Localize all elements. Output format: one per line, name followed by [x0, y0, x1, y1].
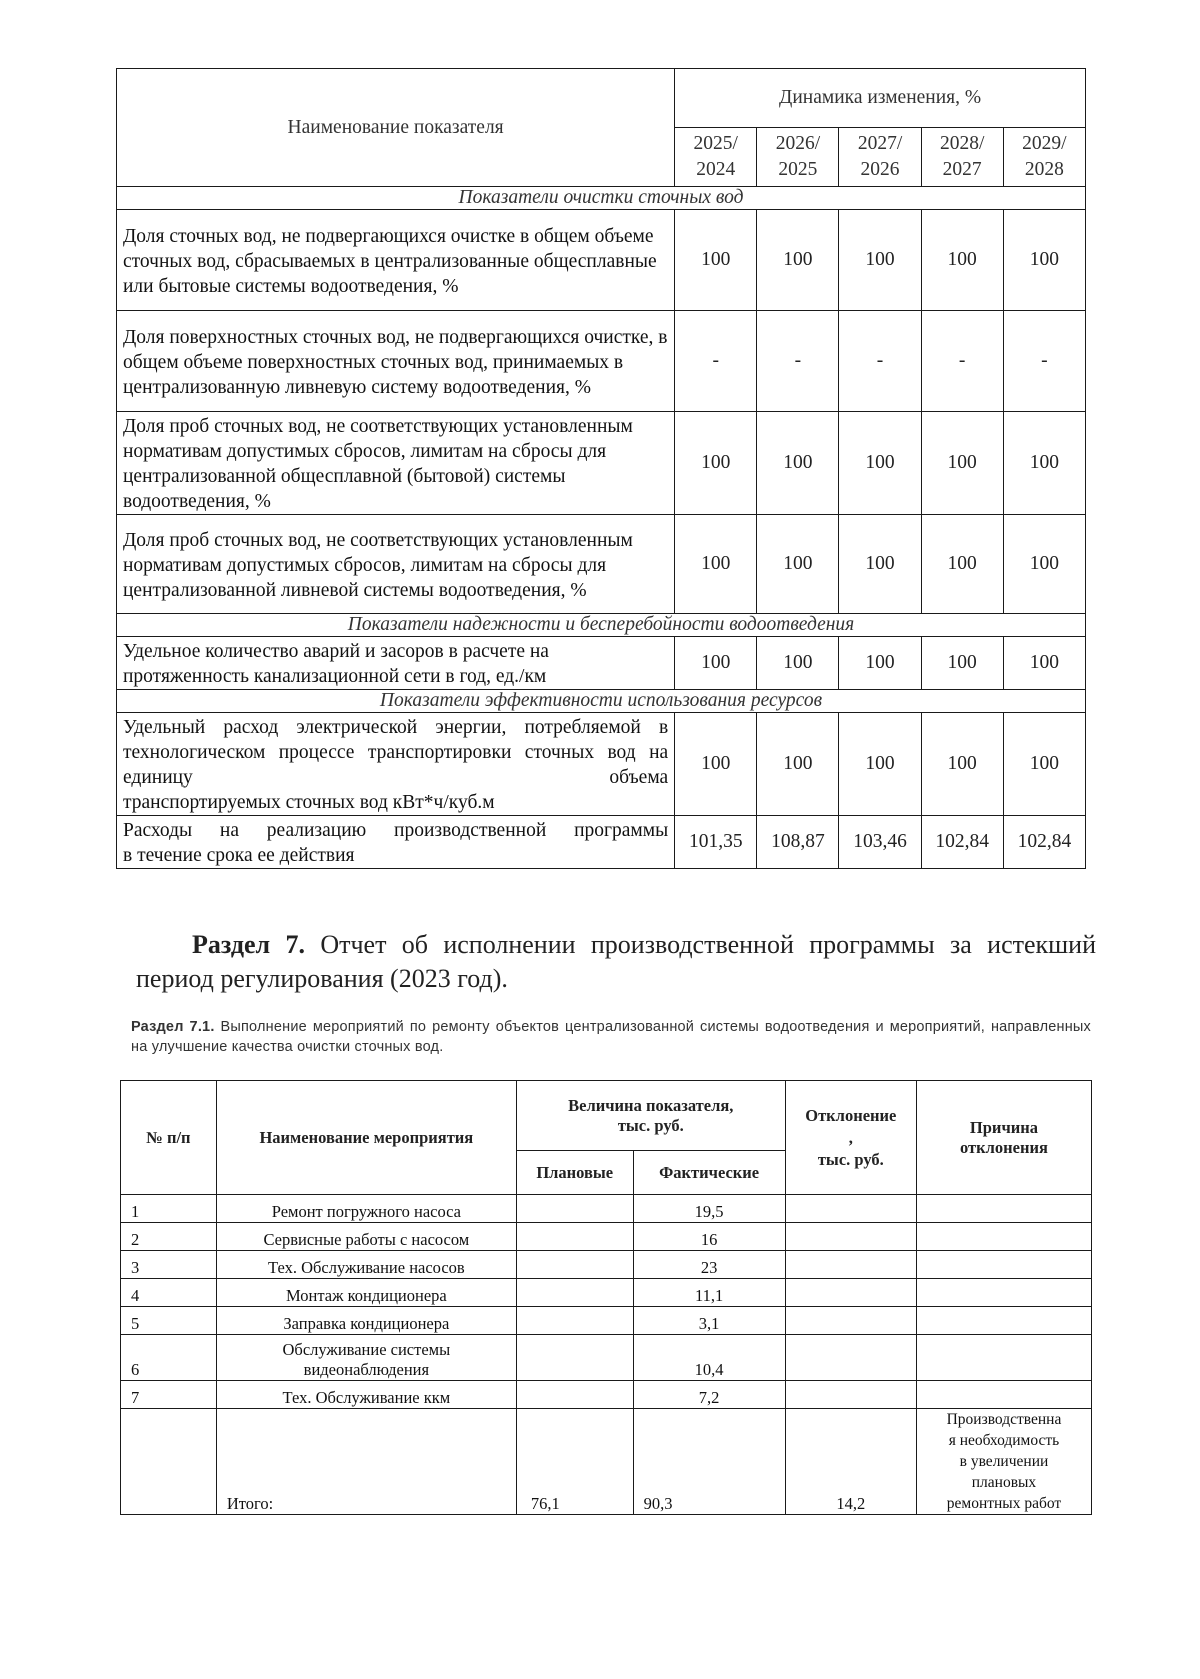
section-header-treatment: Показатели очистки сточных вод: [117, 187, 1086, 210]
indicator-value: -: [1003, 311, 1085, 412]
header-indicator-name: Наименование показателя: [117, 69, 675, 187]
actual-value: 10,4: [633, 1335, 785, 1381]
planned-cell: [516, 1195, 633, 1223]
section-7-1-heading: [131, 1017, 1091, 1057]
indicator-value: 100: [921, 637, 1003, 690]
event-name: Заправка кондиционера: [216, 1307, 516, 1335]
reason-cell: [916, 1279, 1091, 1307]
header-year: 2028/ 2027: [921, 128, 1003, 187]
event-name: Сервисные работы с насосом: [216, 1223, 516, 1251]
indicator-name: Доля проб сточных вод, не соответствующих установленным нормативам допустимых сбросов, лимитам на сбросы для централизованной общесплавной (бытовой) системы водоотведения, %: [117, 412, 675, 515]
row-number: 3: [121, 1251, 217, 1279]
header-value: Величина показателя, тыс. руб.: [516, 1081, 785, 1151]
row-number: 6: [121, 1335, 217, 1381]
indicator-name: Доля сточных вод, не подвергающихся очистке в общем объеме сточных вод, сбрасываемых в централизованные общесплавные или бытовые системы водоотведения, %: [117, 210, 675, 311]
planned-cell: [516, 1381, 633, 1409]
indicator-value: 103,46: [839, 816, 921, 869]
header-dynamics: Динамика изменения, %: [675, 69, 1086, 128]
indicator-value: 102,84: [1003, 816, 1085, 869]
total-label: Итого:: [216, 1409, 516, 1515]
indicator-value: -: [675, 311, 757, 412]
events-table: [120, 1080, 1092, 1515]
section-7-1-number: Раздел 7.1.: [131, 1019, 215, 1035]
indicator-value: -: [839, 311, 921, 412]
indicator-value: -: [921, 311, 1003, 412]
deviation-cell: [785, 1381, 916, 1409]
actual-value: 23: [633, 1251, 785, 1279]
indicator-value: 100: [1003, 412, 1085, 515]
indicator-value: 100: [921, 210, 1003, 311]
indicator-value: -: [757, 311, 839, 412]
indicator-value: 100: [1003, 210, 1085, 311]
header-actual: Фактические: [633, 1151, 785, 1195]
row-number: 1: [121, 1195, 217, 1223]
indicator-value: 100: [757, 210, 839, 311]
total-reason: Производственна я необходимость в увеличении плановых ремонтных работ: [916, 1409, 1091, 1515]
total-number-cell: [121, 1409, 217, 1515]
header-reason: Причина отклонения: [916, 1081, 1091, 1195]
indicator-value: 102,84: [921, 816, 1003, 869]
indicator-name: [117, 816, 675, 869]
indicator-value: 100: [757, 515, 839, 614]
row-number: 2: [121, 1223, 217, 1251]
planned-cell: [516, 1223, 633, 1251]
deviation-cell: [785, 1223, 916, 1251]
indicator-value: 100: [675, 637, 757, 690]
header-year: 2026/ 2025: [757, 128, 839, 187]
indicator-value: 100: [675, 515, 757, 614]
indicator-value: 100: [757, 637, 839, 690]
planned-cell: [516, 1279, 633, 1307]
header-year: 2027/ 2026: [839, 128, 921, 187]
planned-cell: [516, 1335, 633, 1381]
header-year: 2029/ 2028: [1003, 128, 1085, 187]
section-header-efficiency: Показатели эффективности использования ресурсов: [117, 690, 1086, 713]
row-number: 4: [121, 1279, 217, 1307]
indicator-name-main: Расходы на реализацию производственной программы: [123, 820, 669, 841]
actual-value: 3,1: [633, 1307, 785, 1335]
section-header-reliability: Показатели надежности и бесперебойности водоотведения: [117, 614, 1086, 637]
section-7-number: Раздел 7.: [192, 930, 305, 959]
indicator-value: 100: [757, 713, 839, 816]
reason-cell: [916, 1251, 1091, 1279]
indicator-value: 100: [839, 210, 921, 311]
deviation-cell: [785, 1307, 916, 1335]
indicator-value: 100: [921, 412, 1003, 515]
indicator-name-last: транспортируемых сточных вод кВт*ч/куб.м: [123, 792, 495, 813]
total-actual: 90,3: [633, 1409, 785, 1515]
indicator-value: 100: [675, 713, 757, 816]
indicator-name: [117, 713, 675, 816]
actual-value: 7,2: [633, 1381, 785, 1409]
indicator-value: 100: [839, 637, 921, 690]
indicator-name: Доля проб сточных вод, не соответствующих установленным нормативам допустимых сбросов, лимитам на сбросы для централизованной ливневой системы водоотведения, %: [117, 515, 675, 614]
reason-cell: [916, 1223, 1091, 1251]
actual-value: 19,5: [633, 1195, 785, 1223]
indicator-value: 100: [675, 412, 757, 515]
total-deviation: 14,2: [785, 1409, 916, 1515]
row-number: 5: [121, 1307, 217, 1335]
indicator-name: Доля поверхностных сточных вод, не подвергающихся очистке, в общем объеме поверхностных сточных вод, принимаемых в централизованную ливневую систему водоотведения, %: [117, 311, 675, 412]
reason-cell: [916, 1381, 1091, 1409]
header-planned: Плановые: [516, 1151, 633, 1195]
indicator-value: 100: [921, 713, 1003, 816]
indicator-value: 101,35: [675, 816, 757, 869]
indicator-value: 100: [1003, 637, 1085, 690]
indicator-value: 100: [1003, 515, 1085, 614]
event-name: Тех. Обслуживание насосов: [216, 1251, 516, 1279]
indicator-name-main: Удельный расход электрической энергии, потребляемой в технологическом процессе транспортировки сточных вод на единицу объема: [123, 717, 669, 788]
deviation-cell: [785, 1195, 916, 1223]
event-name: Ремонт погружного насоса: [216, 1195, 516, 1223]
row-number: 7: [121, 1381, 217, 1409]
indicator-value: 100: [757, 412, 839, 515]
indicator-value: 100: [921, 515, 1003, 614]
deviation-cell: [785, 1335, 916, 1381]
section-7-text: Отчет об исполнении производственной программы за истекший период регулирования (2023 год).: [136, 930, 1097, 993]
indicator-value: 100: [839, 515, 921, 614]
indicator-value: 100: [1003, 713, 1085, 816]
indicator-name-last: в течение срока ее действия: [123, 845, 355, 866]
total-planned: 76,1: [516, 1409, 633, 1515]
indicator-value: 108,87: [757, 816, 839, 869]
event-name: Тех. Обслуживание ккм: [216, 1381, 516, 1409]
section-7-heading: [136, 928, 1096, 996]
reason-cell: [916, 1335, 1091, 1381]
indicator-value: 100: [675, 210, 757, 311]
deviation-cell: [785, 1251, 916, 1279]
actual-value: 16: [633, 1223, 785, 1251]
planned-cell: [516, 1251, 633, 1279]
actual-value: 11,1: [633, 1279, 785, 1307]
event-name: Монтаж кондиционера: [216, 1279, 516, 1307]
reason-cell: [916, 1307, 1091, 1335]
section-7-1-text: Выполнение мероприятий по ремонту объектов централизованной системы водоотведения и мероприятий, направленных на улучшение качества очистки сточных вод.: [131, 1019, 1091, 1055]
event-name: Обслуживание системы видеонаблюдения: [216, 1335, 516, 1381]
header-number: № п/п: [121, 1081, 217, 1195]
header-event-name: Наименование мероприятия: [216, 1081, 516, 1195]
indicator-name: Удельное количество аварий и засоров в расчете на протяженность канализационной сети в год, ед./км: [117, 637, 675, 690]
reason-cell: [916, 1195, 1091, 1223]
indicator-value: 100: [839, 713, 921, 816]
header-deviation: Отклонение , тыс. руб.: [785, 1081, 916, 1195]
indicator-value: 100: [839, 412, 921, 515]
planned-cell: [516, 1307, 633, 1335]
deviation-cell: [785, 1279, 916, 1307]
header-year: 2025/ 2024: [675, 128, 757, 187]
indicators-table: [116, 68, 1086, 869]
